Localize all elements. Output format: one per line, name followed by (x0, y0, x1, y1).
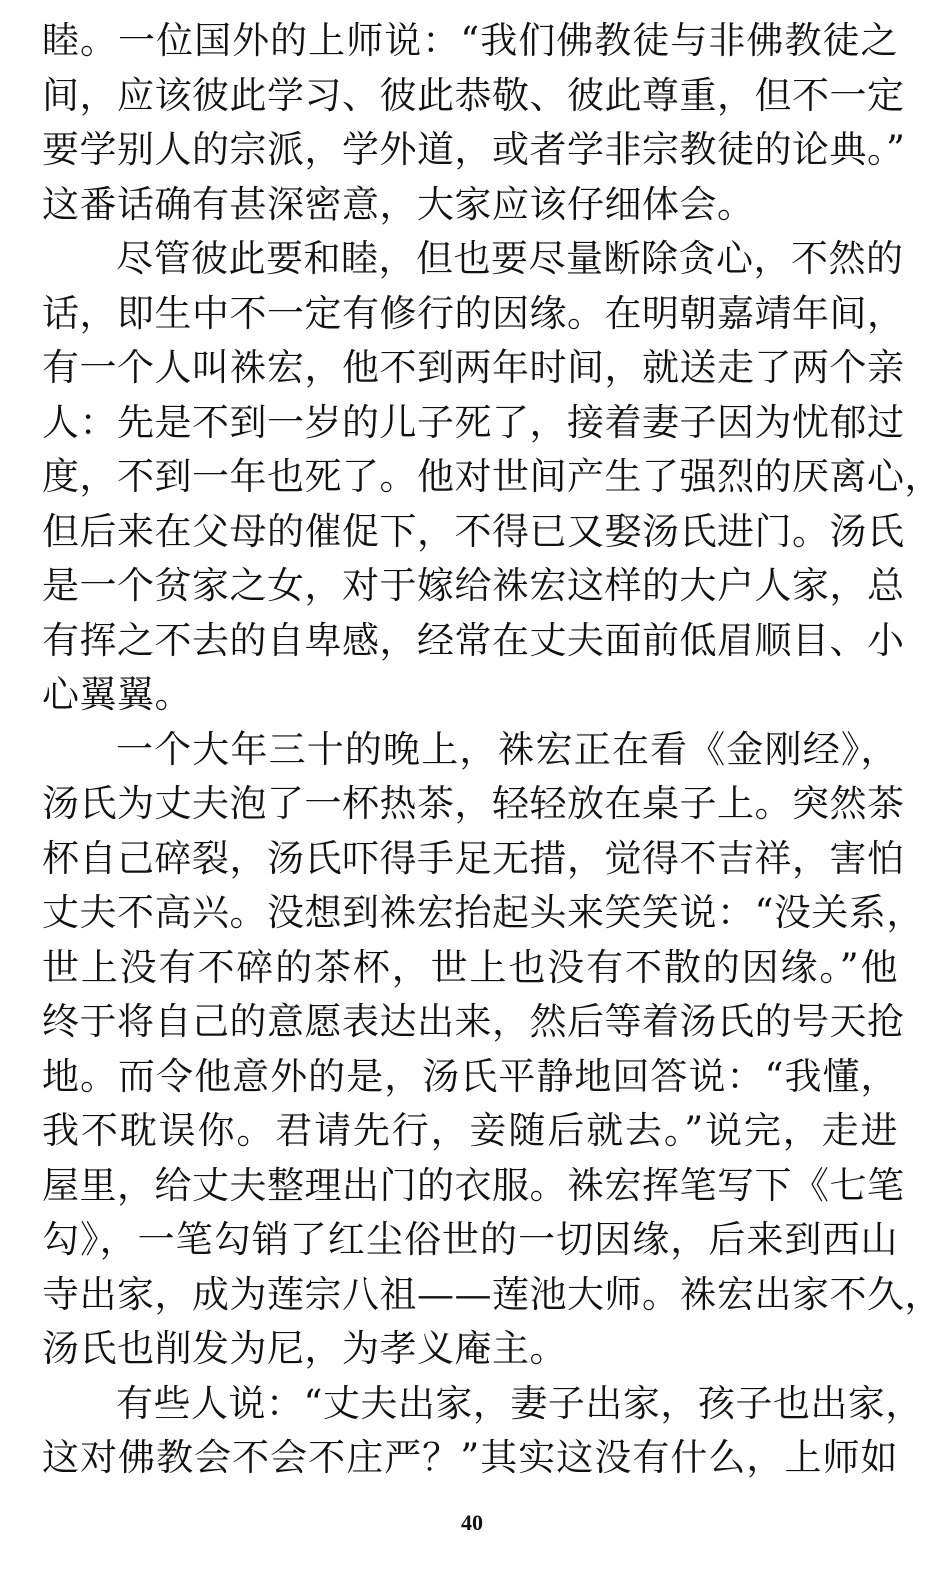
text-line: 度，不到一年也死了。他对世间产生了强烈的厌离心， (42, 455, 942, 498)
text-line: 丈夫不高兴。没想到袾宏抬起头来笑笑说：“没关系， (42, 891, 924, 934)
text-line: 世上没有不碎的茶杯，世上也没有不散的因缘。”他 (42, 945, 898, 989)
text-line: 寺出家，成为莲宗八祖——莲池大师。袾宏出家不久， (42, 1272, 942, 1316)
text-line: 人：先是不到一岁的儿子死了，接着妻子因为忧郁过 (42, 400, 905, 444)
text-line: 终于将自己的意愿表达出来，然后等着汤氏的号天抢 (42, 1000, 905, 1043)
text-line: 间，应该彼此学习、彼此恭敬、彼此尊重，但不一定 (42, 73, 905, 117)
text-line: 我不耽误你。君请先行，妾随后就去。”说完，走进 (42, 1109, 898, 1152)
text-line: 地。而令他意外的是，汤氏平静地回答说：“我懂， (42, 1054, 898, 1098)
text-line: 勾》，一笔勾销了红尘俗世的一切因缘，后来到西山 (42, 1218, 898, 1261)
page-number: 40 (461, 1510, 483, 1535)
text-line: 有挥之不去的自卑感，经常在丈夫面前低眉顺目、小 (42, 618, 905, 662)
text-line: 睦。一位国外的上师说：“我们佛教徒与非佛教徒之 (42, 19, 898, 62)
text-line: 话，即生中不一定有修行的因缘。在明朝嘉靖年间， (42, 291, 905, 335)
text-line: 屋里，给丈夫整理出门的衣服。袾宏挥笔写下《七笔 (42, 1163, 905, 1207)
text-line: 要学别人的宗派，学外道，或者学非宗教徒的论典。” (42, 128, 906, 171)
text-line: 汤氏为丈夫泡了一杯热茶，轻轻放在桌子上。突然茶 (42, 782, 905, 825)
text-line: 心翼翼。 (42, 673, 192, 716)
text-line: 一个大年三十的晚上，袾宏正在看《金刚经》， (116, 727, 898, 771)
text-line: 但后来在父母的催促下，不得已又娶汤氏进门。汤氏 (42, 509, 905, 553)
text-line: 这番话确有甚深密意，大家应该仔细体会。 (42, 182, 755, 226)
text-line: 有些人说：“丈夫出家，妻子出家，孩子也出家， (116, 1381, 923, 1425)
text-line: 这对佛教会不会不庄严？”其实这没有什么，上师如 (42, 1436, 898, 1479)
page-body (42, 14, 942, 1486)
text-line: 尽管彼此要和睦，但也要尽量断除贪心，不然的 (116, 237, 904, 280)
text-line: 有一个人叫袾宏，他不到两年时间，就送走了两个亲 (42, 346, 905, 389)
text-line: 是一个贫家之女，对于嫁给袾宏这样的大户人家，总 (42, 564, 905, 607)
text-line: 杯自己碎裂，汤氏吓得手足无措，觉得不吉祥，害怕 (42, 836, 905, 880)
text-line: 汤氏也削发为尼，为孝义庵主。 (42, 1327, 567, 1370)
